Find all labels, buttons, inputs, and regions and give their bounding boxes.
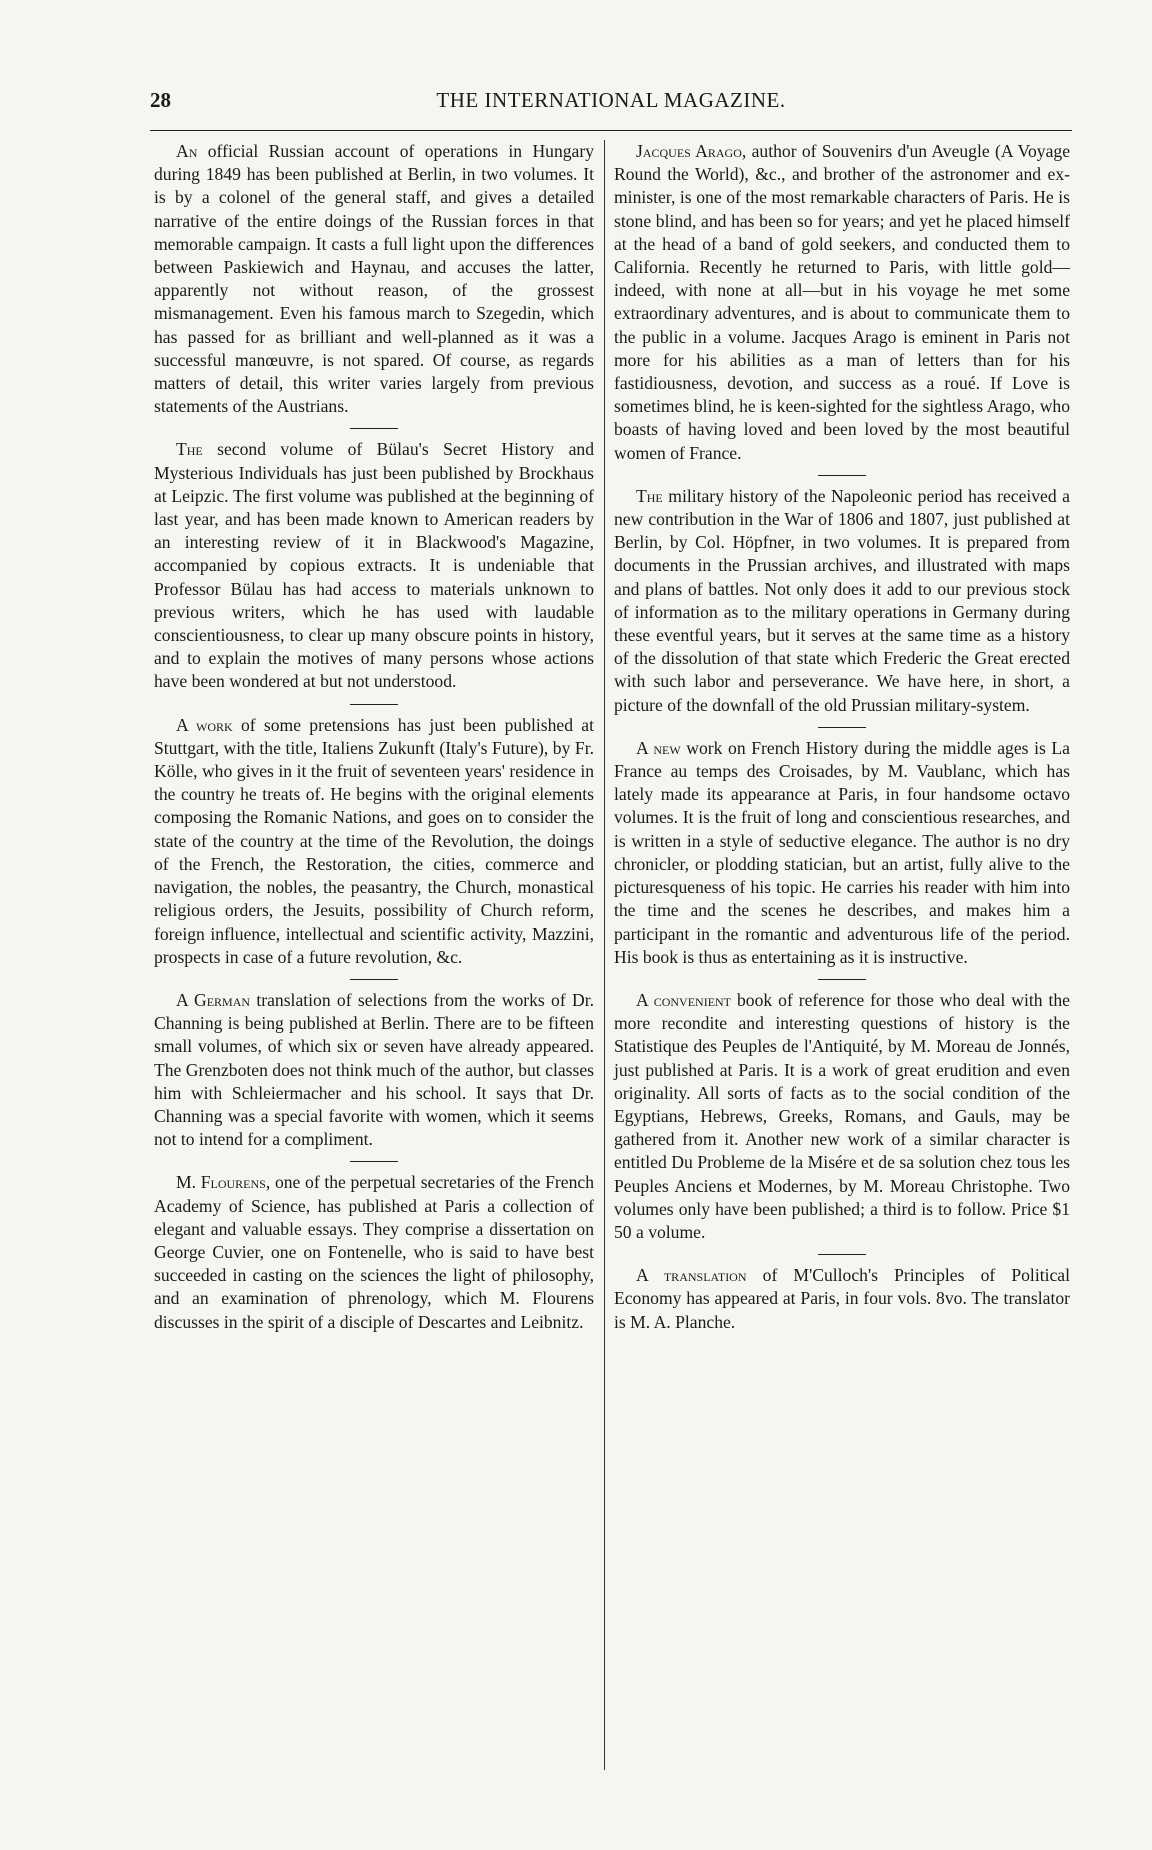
paragraph-text: book of reference for those who deal with the more recondite and interesting questions of history is the Statistique des Peuples de l'Antiquité, by M. Moreau de Jonnés, just published at Paris. It is a work of great erudition and even originality. All sorts of facts as to the social condition of the Egyptians, Hebrews, Greeks, Romans, and Gauls, may be gathered from it. Another new work of a similar character is entitled Du Probleme de la Misére et de sa solution chez tous les Peuples Anciens et Modernes, by M. Moreau Christophe. Two volumes only have been published; a third is to follow. Price $1 50 a volume. (614, 989, 1070, 1242)
paragraph-lead: The (636, 485, 663, 506)
page-number: 28 (150, 88, 171, 112)
section-separator (350, 704, 398, 705)
section-separator (350, 428, 398, 429)
section-separator (818, 475, 866, 476)
article-paragraph (154, 989, 594, 1151)
paragraph-lead: A translation (636, 1265, 747, 1286)
paragraph-text: translation of selections from the works of Dr. Channing is being published at Berlin. There are to be fifteen small volumes, of which six or seven have already appeared. The Grenzboten does not think much of the author, but classes him with Schleiermacher and his school. It says that Dr. Channing was a special favorite with women, which it seems not to intend for a compliment. (154, 989, 594, 1150)
paragraph-lead: A German (176, 989, 251, 1010)
running-head: THE INTERNATIONAL MAGAZINE. (436, 88, 786, 112)
paragraph-lead: M. Flourens, (176, 1172, 271, 1193)
section-separator (818, 1254, 866, 1255)
paragraph-text: second volume of Bülau's Secret History and Mysterious Individuals has just been published by Brockhaus at Leipzic. The first volume was published at the beginning of last year, and has been made known to American readers by an interesting review of it in Blackwood's Magazine, accompanied by copious extracts. It is undeniable that Professor Bülau has had access to materials unknown to previous writers, which he has used with laudable conscientiousness, to clear up many obscure points in history, and to explain the motives of many persons whose actions have been wondered at but not understood. (154, 439, 595, 692)
paragraph-lead: An (176, 141, 198, 161)
article-paragraph (154, 1171, 594, 1333)
article-paragraph (154, 438, 594, 693)
paragraph-text: of some pretensions has just been published at Stuttgart, with the title, Italiens Zukunft (Italy's Future), by Fr. Kölle, who gives in it the fruit of seventeen years' residence in the country he treats of. He begins with the original elements composing the Romanic Nations, and goes on to consider the state of the country at the time of the Revolution, the doings of the French, the Restoration, the cities, commerce and navigation, the nobles, the peasantry, the Church, monastical religious orders, the Jesuits, possibility of Church reform, foreign influence, intellectual and scientific activity, Mazzini, prospects in case of a future revolution, &c. (154, 714, 594, 967)
section-separator (818, 727, 866, 728)
paragraph-lead: Jacques Arago, (636, 141, 747, 161)
section-separator (818, 979, 866, 980)
paragraph-lead: The (176, 439, 203, 460)
article-paragraph (614, 989, 1070, 1244)
section-separator (350, 1161, 398, 1162)
header-rule (150, 130, 1072, 131)
right-column (614, 140, 1070, 1334)
paragraph-text: one of the perpetual secretaries of the French Academy of Science, has published at Paris a collection of elegant and valuable essays. They comprise a dissertation on George Cuvier, one on Fontenelle, who is said to have best succeeded in casting on the sciences the light of philosophy, and an examination of phrenology, which M. Flourens discusses in the spirit of a disciple of Descartes and Leibnitz. (154, 1172, 594, 1332)
paragraph-lead: A new (636, 737, 681, 758)
section-separator (350, 979, 398, 980)
article-paragraph (154, 714, 594, 969)
paragraph-text: of M'Culloch's Principles of Political Economy has appeared at Paris, in four vols. 8vo. The translator is M. A. Planche. (614, 1265, 1070, 1332)
paragraph-lead: A work (176, 714, 233, 735)
article-paragraph (614, 485, 1070, 717)
page-header (150, 88, 1072, 124)
paragraph-text: work on French History during the middle ages is La France au temps des Croisades, by M. Vaublanc, which has lately made its appearance at Paris, in four handsome octavo volumes. It is the fruit of long and conscientious researches, and is written in a style of seductive elegance. The author is no dry chronicler, or plodding statician, but an artist, fully alive to the picturesqueness of his topic. He carries his reader with him into the time and the scenes he describes, and makes him a participant in the romantic and adventurous life of the period. His book is thus as entertaining as it is instructive. (614, 737, 1070, 967)
paragraph-text: military history of the Napoleonic period has received a new contribution in the War of 1806 and 1807, just published at Berlin, by Col. Höpfner, in two volumes. It is prepared from documents in the Prussian archives, and illustrated with maps and plans of battles. Not only does it add to our previous stock of information as to the military operations in Germany during these eventful years, but it serves at the same time as a history of the dissolution of that state which Frederic the Great erected with such labor and perseverance. We have here, in short, a picture of the downfall of the old Prussian military-system. (614, 485, 1070, 715)
article-paragraph (154, 140, 594, 418)
left-column (154, 140, 594, 1334)
paragraph-text: author of Souvenirs d'un Aveugle (A Voyage Round the World), &c., and brother of the astronomer and ex-minister, is one of the most remarkable characters of Paris. He is stone blind, and has been so for years; and yet he placed himself at the head of a band of gold seekers, and conducted them to California. Recently he returned to Paris, with little gold—indeed, with none at all—but in his voyage he met some extraordinary adventures, and is about to communicate them to the public in a volume. Jacques Arago is eminent in Paris not more for his abilities as a man of letters than for his fastidiousness, devotion, and success as a roué. If Love is sometimes blind, he is keen-sighted for the sightless Arago, who boasts of having loved and been loved by the most beautiful women of France. (614, 141, 1070, 463)
column-divider (604, 140, 605, 1770)
paragraph-lead: A convenient (636, 989, 732, 1010)
article-paragraph (614, 1264, 1070, 1334)
article-paragraph (614, 140, 1070, 465)
paragraph-text: official Russian account of operations in Hungary during 1849 has been published at Berlin, in two volumes. It is by a colonel of the general staff, and gives a detailed narrative of the entire doings of the Russian forces in that memorable campaign. It casts a full light upon the differences between Paskiewich and Haynau, and accuses the latter, apparently not without reason, of the grossest mismanagement. Even his famous march to Szegedin, which has passed for as brilliant and well-planned as it was a successful manœuvre, is not spared. Of course, as regards matters of detail, this writer varies largely from previous statements of the Austrians. (154, 141, 595, 417)
article-paragraph (614, 737, 1070, 969)
